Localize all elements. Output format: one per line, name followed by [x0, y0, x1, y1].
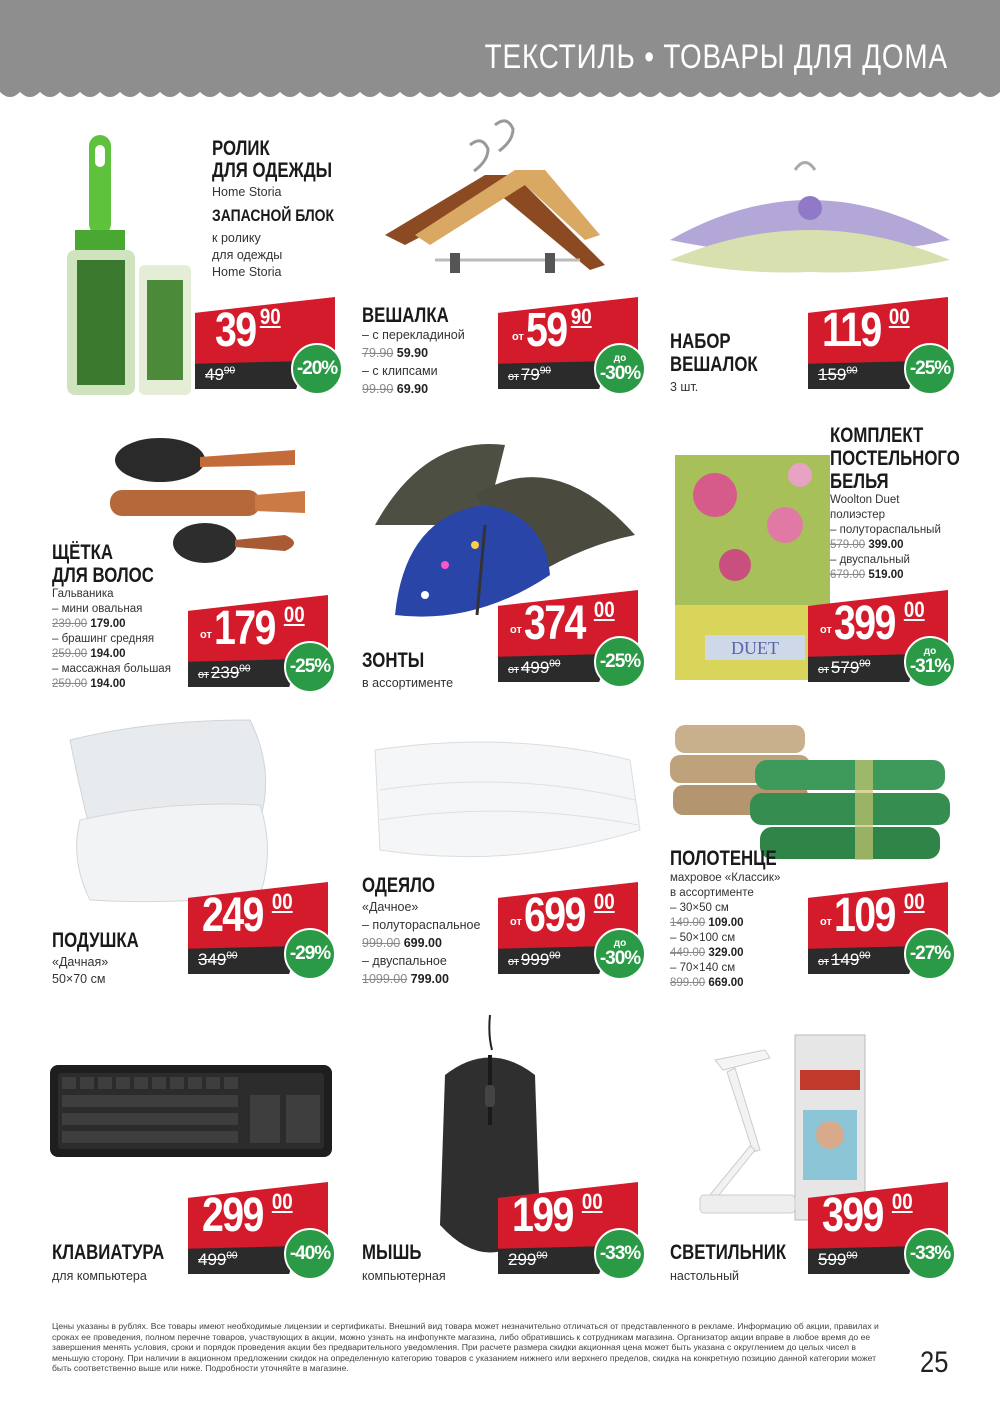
price-decimal: 00	[903, 597, 925, 622]
old-price: 499	[520, 658, 550, 677]
price-badge	[808, 1182, 960, 1282]
price-integer: 399	[822, 1189, 883, 1242]
price-badge	[498, 590, 650, 690]
product-variant-price: 999.00 699.00	[362, 936, 442, 950]
discount-percent: -31%	[909, 656, 951, 677]
product-title: БЕЛЬЯ	[830, 470, 889, 493]
product-title: КЛАВИАТУРА	[52, 1241, 165, 1264]
wooden-hanger-image	[375, 115, 615, 285]
price-decimal: 90	[260, 304, 282, 329]
product-pillow[interactable]	[45, 710, 355, 1000]
price-from: от	[820, 624, 832, 636]
old-price-decimal: 00	[226, 1250, 238, 1262]
product-variant-label: – двуспальный	[830, 554, 910, 566]
product-variant-price: 149.00 109.00	[670, 917, 744, 929]
price-from: от	[820, 916, 832, 928]
product-brand: Woolton Duet	[830, 494, 900, 506]
padded-hangers-image	[665, 150, 955, 290]
product-desc-line: Home Storia	[212, 265, 282, 279]
discount-percent: -27%	[909, 943, 951, 964]
product-variant-price: 579.00 399.00	[830, 539, 904, 551]
product-hanger-set[interactable]	[665, 115, 975, 405]
discount-upto: до	[923, 646, 937, 657]
old-price-decimal: 00	[859, 658, 871, 670]
product-keyboard[interactable]	[45, 1010, 355, 1300]
section-title: ТЕКСТИЛЬ • ТОВАРЫ ДЛЯ ДОМА	[484, 38, 948, 76]
product-title: ЗОНТЫ	[362, 649, 425, 672]
old-price: 299	[508, 1250, 537, 1269]
old-price-from: от	[198, 669, 209, 681]
price-integer: 39	[215, 304, 256, 357]
product-variant-label: – полутораспальное	[362, 918, 481, 932]
discount-percent: -20%	[296, 358, 338, 379]
product-brush[interactable]	[45, 415, 355, 705]
price-from: от	[200, 629, 212, 641]
price-decimal: 00	[593, 597, 615, 622]
old-price: 349	[198, 950, 227, 969]
old-price-decimal: 00	[536, 1250, 548, 1262]
old-price: 999	[520, 950, 550, 969]
product-desc-line: к ролику	[212, 231, 261, 245]
discount-percent: -33%	[909, 1243, 951, 1264]
price-badge	[498, 1182, 650, 1282]
product-variant-label: – массажная большая	[52, 663, 171, 675]
old-price-decimal: 00	[859, 950, 871, 962]
price-badge	[808, 590, 960, 690]
discount-percent: -29%	[289, 943, 331, 964]
product-lamp[interactable]	[665, 1010, 975, 1300]
discount-upto: до	[613, 353, 627, 364]
blanket-image	[360, 730, 650, 870]
product-towel[interactable]	[665, 710, 975, 1000]
price-integer: 399	[833, 597, 895, 650]
product-variant-label: – с перекладиной	[362, 328, 465, 342]
product-variant-price: 99.90 69.90	[362, 382, 429, 396]
product-variant-price: 899.00 669.00	[670, 977, 744, 989]
price-integer: 179	[213, 602, 275, 655]
discount-percent: -25%	[289, 656, 331, 677]
price-badge	[498, 882, 650, 982]
old-price-decimal: 00	[549, 950, 561, 962]
old-price-decimal: 90	[223, 365, 236, 377]
old-price-from: от	[818, 956, 829, 968]
product-variant-price: 449.00 329.00	[670, 947, 744, 959]
product-bedding[interactable]	[665, 415, 975, 705]
product-title: СВЕТИЛЬНИК	[670, 1241, 787, 1264]
discount-percent: -25%	[909, 358, 951, 379]
price-decimal: 00	[283, 602, 305, 627]
product-title: ПОСТЕЛЬНОГО	[830, 447, 960, 470]
product-variant-price: 1099.00 799.00	[362, 972, 449, 986]
price-from: от	[510, 916, 522, 928]
discount-percent: -40%	[289, 1243, 331, 1264]
old-price-decimal: 00	[549, 658, 561, 670]
product-title: ВЕШАЛКА	[362, 304, 449, 327]
price-decimal: 00	[889, 304, 911, 329]
product-subtitle: ЗАПАСНОЙ БЛОК	[212, 206, 335, 225]
towels-image	[665, 715, 955, 865]
product-title: ВЕШАЛОК	[670, 353, 758, 376]
product-desc-line: для одежды	[212, 248, 283, 262]
old-price-decimal: 00	[239, 663, 251, 675]
price-decimal: 00	[593, 889, 615, 914]
price-badge	[498, 297, 650, 397]
product-blanket[interactable]	[355, 710, 665, 1000]
product-material: полиэстер	[830, 509, 886, 521]
price-integer: 59	[525, 304, 567, 357]
product-variant-label: – с клипсами	[362, 364, 438, 378]
old-price-from: от	[818, 664, 829, 676]
old-price: 579	[830, 658, 860, 677]
price-badge	[808, 882, 960, 982]
product-desc-line: «Дачная»	[52, 955, 109, 969]
product-brand: Home Storia	[212, 185, 282, 199]
price-badge	[188, 882, 340, 982]
product-title: ЩЁТКА	[52, 541, 114, 564]
price-decimal: 00	[581, 1189, 603, 1214]
product-roller[interactable]	[45, 125, 355, 415]
product-desc-line: для компьютера	[52, 1269, 147, 1283]
product-variant-price: 259.00 194.00	[52, 648, 126, 660]
old-price: 159	[818, 365, 847, 384]
price-badge	[188, 1182, 340, 1282]
price-integer: 109	[833, 889, 895, 942]
product-desc-line: махровое «Классик»	[670, 872, 781, 884]
old-price-from: от	[508, 371, 519, 383]
lint-roller-image	[55, 130, 195, 400]
discount-percent: -30%	[599, 948, 641, 969]
product-variant-label: – мини овальная	[52, 603, 143, 615]
product-desc-line: в ассортименте	[670, 887, 754, 899]
product-variant-label: – двуспальное	[362, 954, 447, 968]
price-decimal: 90	[571, 304, 592, 329]
product-variant-price: 259.00 194.00	[52, 678, 126, 690]
hair-brushes-image	[105, 425, 345, 565]
product-mouse[interactable]	[355, 1010, 665, 1300]
product-title: ДЛЯ ОДЕЖДЫ	[212, 159, 333, 182]
product-desc-line: настольный	[670, 1269, 740, 1283]
price-badge	[808, 297, 960, 397]
discount-percent: -33%	[599, 1243, 641, 1264]
price-badge	[195, 297, 347, 397]
price-integer: 374	[523, 597, 585, 650]
price-from: от	[512, 331, 524, 343]
page-header	[0, 0, 1000, 90]
old-price: 239	[210, 663, 240, 682]
product-variant-price: 239.00 179.00	[52, 618, 126, 630]
product-variant-label: – 50×100 см	[670, 932, 736, 944]
product-title: НАБОР	[670, 330, 731, 353]
product-desc-line: «Дачное»	[362, 900, 419, 914]
product-variant-label: – 70×140 см	[670, 962, 736, 974]
old-price: 79	[520, 365, 540, 384]
discount-upto: до	[613, 938, 627, 949]
price-badge	[188, 595, 340, 695]
product-desc-line: 3 шт.	[670, 380, 699, 394]
product-title: ПОЛОТЕНЦЕ	[670, 847, 777, 870]
page-number: 25	[919, 1346, 948, 1379]
old-price-decimal: 00	[846, 1250, 858, 1262]
old-price-decimal: 00	[226, 950, 238, 962]
discount-percent: -30%	[599, 363, 641, 384]
product-variant-price: 79.90 59.90	[362, 346, 429, 360]
product-title: ДЛЯ ВОЛОС	[52, 564, 154, 587]
old-price: 599	[818, 1250, 847, 1269]
product-desc-line: компьютерная	[362, 1269, 446, 1283]
product-variant-label: – полутораспальный	[830, 524, 941, 536]
keyboard-image	[50, 1065, 335, 1160]
old-price-from: от	[508, 956, 519, 968]
price-integer: 119	[822, 304, 881, 357]
price-integer: 249	[202, 889, 263, 942]
product-variant-label: – 30×50 см	[670, 902, 729, 914]
product-variant-price: 679.00 519.00	[830, 569, 904, 581]
price-integer: 299	[202, 1189, 263, 1242]
price-decimal: 00	[903, 889, 925, 914]
old-price: 49	[205, 365, 224, 384]
old-price-decimal: 90	[539, 365, 551, 377]
product-desc-line: 50×70 см	[52, 972, 106, 986]
header-wave-edge	[0, 88, 1000, 102]
product-brand: Гальваника	[52, 588, 114, 600]
old-price: 499	[198, 1250, 227, 1269]
old-price: 149	[830, 950, 860, 969]
price-from: от	[510, 624, 522, 636]
price-integer: 699	[523, 889, 585, 942]
product-title: РОЛИК	[212, 137, 270, 160]
product-title: КОМПЛЕКТ	[830, 424, 924, 447]
product-desc-line: в ассортименте	[362, 676, 454, 690]
pack-label: DUET	[731, 638, 779, 658]
price-decimal: 00	[891, 1189, 913, 1214]
pillows-image	[60, 710, 300, 910]
old-price-from: от	[508, 664, 519, 676]
product-title: ОДЕЯЛО	[362, 874, 435, 897]
price-decimal: 00	[271, 1189, 293, 1214]
product-title: МЫШЬ	[362, 1241, 422, 1264]
product-umbrella[interactable]	[355, 415, 665, 705]
discount-percent: -25%	[599, 651, 641, 672]
product-title: ПОДУШКА	[52, 929, 139, 952]
legal-disclaimer: Цены указаны в рублях. Все товары имеют необходимые лицензии и сертификаты. Внешний вид товара может незначительно отличаться от представленного в рекламе. Информацию об акции, правилах и сроках ее проведения, полном перечне товаров, участвующих в акции, можно узнать на инфопункте магазина, либо обратившись к сотрудникам магазина. Организатор акции вправе в любое время до ее завершения менять условия, сроки и порядок проведения акции без предварительного уведомления. При расчете размера скидки акционная цена может быть указана с округлением до целых чисел в меньшую сторону. При наличии в акционном предложении скидок на определенную категорию товаров с указанием нижнего или верхнего пределов, скидка на конкретную позицию данной категории может быть соответственно выше или ниже. Подробности уточняйте в магазине.	[52, 1321, 879, 1374]
price-decimal: 00	[271, 889, 293, 914]
old-price-decimal: 00	[846, 365, 858, 377]
product-hanger[interactable]	[355, 115, 665, 405]
price-integer: 199	[512, 1189, 573, 1242]
product-variant-label: – брашинг средняя	[52, 633, 155, 645]
